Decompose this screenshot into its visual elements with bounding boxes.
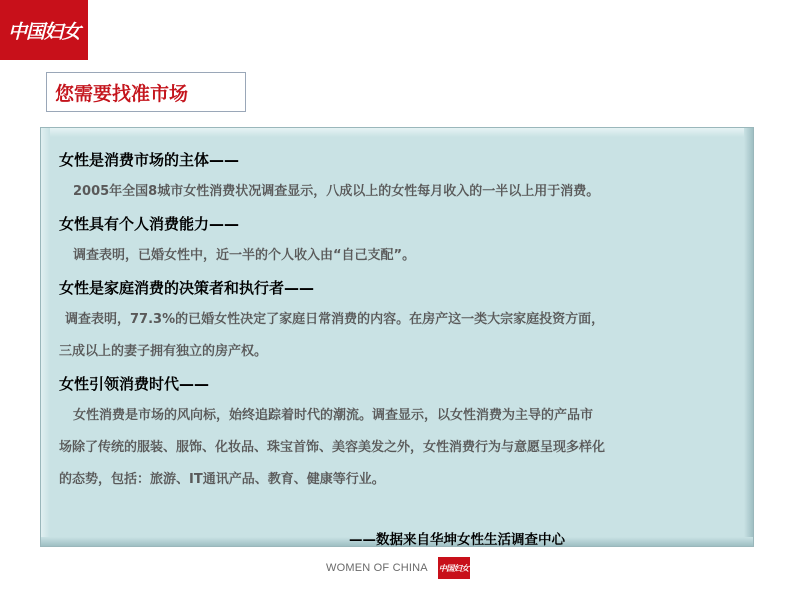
panel-bevel-top	[41, 128, 753, 137]
section-text-lead-era-1: 女性消费是市场的风向标，始终追踪着时代的潮流。调查显示，以女性消费为主导的产品市	[73, 408, 594, 423]
footer-logo-text: 中国妇女	[438, 562, 469, 573]
section-text-lead-era-3: 的态势，包括：旅游、IT通讯产品、教育、健康等行业。	[59, 472, 385, 487]
section-text-family-decision-1: 调查表明，77.3%的已婚女性决定了家庭日常消费的内容。在房产这一类大宗家庭投资方面，	[65, 312, 605, 327]
slide-title: 您需要找准市场	[55, 82, 189, 105]
footer-text: WOMEN OF CHINA	[326, 562, 428, 574]
section-text-consumer-main: 2005年全国8城市女性消费状况调查显示，八成以上的女性每月收入的一半以上用于消费。	[73, 184, 600, 199]
panel-bevel-right	[744, 128, 753, 546]
brand-logo	[0, 0, 88, 60]
slide-title-box	[46, 72, 246, 112]
content-panel	[40, 127, 754, 547]
panel-bevel-left	[41, 128, 50, 546]
brand-logo-text: 中国妇女	[7, 20, 80, 43]
content-body	[59, 144, 731, 547]
section-text-personal-power: 调查表明，已婚女性中，近一半的个人收入由“自己支配”。	[73, 248, 416, 263]
footer	[326, 556, 470, 580]
footer-logo	[438, 557, 470, 579]
section-heading-family-decision: 女性是家庭消费的决策者和执行者——	[59, 279, 315, 297]
section-heading-personal-power: 女性具有个人消费能力——	[59, 215, 240, 233]
section-heading-consumer-main: 女性是消费市场的主体——	[59, 151, 240, 169]
section-text-lead-era-2: 场除了传统的服装、服饰、化妆品、珠宝首饰、美容美发之外，女性消费行为与意愿呈现多样化	[59, 440, 606, 455]
section-text-family-decision-2: 三成以上的妻子拥有独立的房产权。	[59, 344, 268, 359]
data-source-note: ——数据来自华坤女性生活调查中心	[349, 532, 565, 547]
section-heading-lead-era: 女性引领消费时代——	[59, 375, 210, 393]
